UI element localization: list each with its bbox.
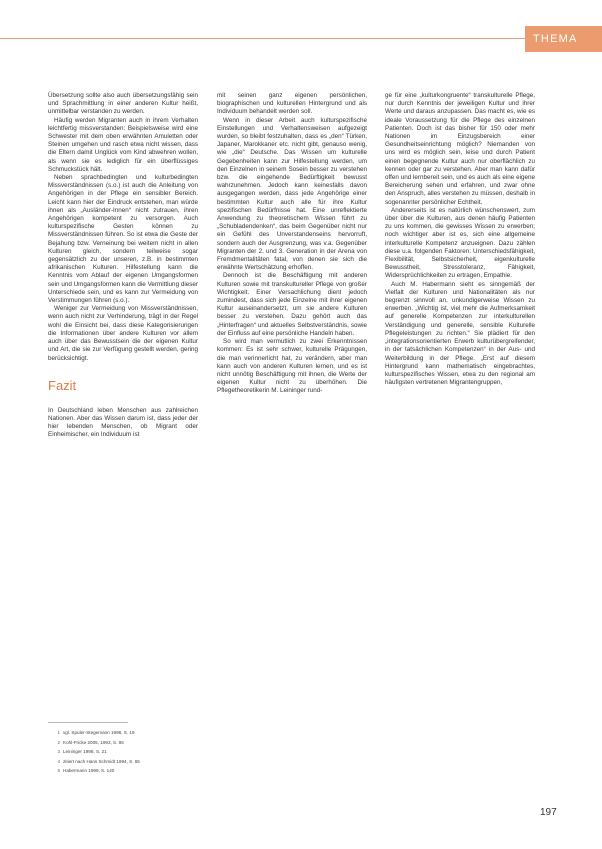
paragraph: Auch M. Habermann sieht es sinngemäß der Vielfalt der Kulturen und Nationalitäten als nur begrenzt sinnvoll an, unkundigerweise Wissen zu erwerben. „Wichtig ist, viel mehr die Aufmerksamkeit auf generelle Kompetenzen zur interkulturellen Verständigung und generelle, sensible Kulturelle Pflegeleistungen zu richten.“ Sie plädiert für den „integrationsorientierten Erwerb kulturübergreifender, in der tatsächlichen Kompetenzen“ in der Aus- und Weiterbildung in der Pflege. „Erst auf diesem Hintergrund kann mathematisch eingebrachtes, kulturspezifisches Wissen, etwa zu den regional am häufigsten vertretenen Migrantengruppen, bbox=[385, 280, 535, 387]
footnote-number: 5 bbox=[57, 768, 60, 773]
footnote-number: 4 bbox=[57, 758, 60, 764]
page-header bbox=[0, 26, 602, 52]
footnote-number: 2 bbox=[57, 739, 60, 745]
footnote bbox=[48, 728, 308, 738]
header-rule bbox=[0, 38, 525, 39]
paragraph: Häufig werden Migranten auch in ihrem Verhalten leichtfertig missverstanden: Beispielsweise wird eine Schwester mit dem oben erwähnten Amuletten oder Steinen umgehen und rasch etwa nicht wissen, dass die Eltern damit Unglück vom Kind abwehren wollen, als wenn sie es lediglich für ein überflüssiges Schmuckstück hält. bbox=[48, 116, 198, 173]
footnote-text: zitiert nach Hans Schmidt 1994, S. 65 bbox=[63, 758, 140, 764]
footnotes bbox=[48, 728, 308, 776]
paragraph: Dennoch ist die Beschäftigung mit anderen Kulturen sowie mit transkultureller Pflege von großer Wichtigkeit. Einer Versachlichung dient jedoch zumindest, dass sich jede Einzelne mit ihrer eigenen Kultur auseinandersetzt, um sie andere Kulturen besser zu verstehen. Dazu gehört auch das „Hinterfragen“ und aktuelles Selbstverständnis, sowie der Einfluss auf eine persönliche Handeln haben. bbox=[217, 272, 367, 337]
text-column-1 bbox=[48, 92, 198, 440]
footnote-number: 3 bbox=[57, 749, 60, 754]
paragraph: In Deutschland leben Menschen aus zahlreichen Nationen. Aber das Wissen darum ist, dass jeder der hier lebenden Menschen, ob Migrant oder Einheimischer, ein Individuum ist bbox=[48, 406, 198, 439]
section-badge: THEMA bbox=[525, 26, 602, 52]
footnote-rule bbox=[48, 722, 128, 723]
paragraph: Übersetzung sollte also auch übersetzungsfähig sein und Sprachmittlung in einer anderen Kultur heißt, unmittelbar verstanden zu werden. bbox=[48, 92, 198, 116]
footnote bbox=[48, 747, 308, 757]
footnote-text: Leininger 1998, S. 21 bbox=[63, 749, 107, 754]
page-number: 197 bbox=[540, 807, 557, 818]
paragraph: Weniger zur Vermeidung von Missverständnissen, wenn auch nicht zur Verhinderung, trägt in der Regel wohl die Einsicht bei, dass diese Kategorisierungen die Informationen über andere Kulturen vor allem auch über das Bewusstsein die der eigenen Kultur und Art, die sie zur Verfügung gestellt werden, gering berücksichtigt. bbox=[48, 305, 198, 362]
footnote-number: 1 bbox=[57, 730, 60, 735]
footnote bbox=[48, 738, 308, 748]
text-column-3 bbox=[385, 92, 535, 387]
footnote-text: Kohl-Fricke 2005, 1993, S. 86 bbox=[63, 739, 124, 745]
paragraph: Wenn in dieser Arbeit auch kulturspezifische Einstellungen und Verhaltensweisen aufgezeigt wurden, so bleibt festzuhalten, dass es „den“ Türken, Japaner, Marokkaner etc. nicht gibt, genauso wenig, wie „die“ Deutsche. Das Wissen um kulturelle Gegebenheiten kann zur Hilfestellung werden, um den Einzelnen in seinem Sosein besser zu verstehen bzw. die eingehende Bedürftigkeit bewusst wahrzunehmen. Jedoch kann keinesfalls davon ausgegangen werden, dass jede Angehörige einer bestimmten Kultur auch alle für ihre Kultur spezifischen Bedürfnisse hat. Eine unreflektierte Anwendung zu theoretischem Wissen führt zu „Schubladendenken“, das beim Gegenüber nicht nur ein Gefühl des Unverstandenseins hervorruft, sondern auch der Ausgrenzung, was v.a. Gegenüber Migranten der 2. und 3. Generation in der Arena von Fremdmentalitäten fatal, von denen sie sich die erwähnte Wertschätzung erhoffen. bbox=[217, 116, 367, 272]
paragraph: So wird man vermutlich zu zwei Erkenntnissen kommen: Es ist sehr schwer, kulturelle Prägungen, die man verinnerlicht hat, zu verändern, aber man kann auch von anderen Kulturen lernen, und es ist nicht unnötig Beschäftigung mit ihnen, die Werte der eigenen Kultur nicht zu überhöhen. Die Pflegetheoretikerin M. Leininger rund- bbox=[217, 338, 367, 395]
paragraph: ge für eine „kulturkongruente“ transkulturelle Pflege, nur durch Kenntnis der jeweiligen Kultur und ihrer Werte und daraus anzupassen. Das macht es, wie es ideale Voraussetzung für die Pflege des einzelnen Patienten. Doch ist das bisher für 150 oder mehr Nationen im Einzugsbereich einer Gesundheitseinrichtung möglich? Niemanden von uns wird es möglich sein, leise und durch Patient einen begegnende Kultur auch nur oberflächlich zu kennen oder gar zu verstehen. Aber man kann dafür offen und lernbereit sein, und es auch als eine eigene Bereicherung sehen und erfahren, und zwar ohne den Anspruch, alles verstehen zu müssen, deshalb in sogenannter persönlicher Echtheit. bbox=[385, 92, 535, 206]
section-heading: Fazit bbox=[48, 377, 77, 393]
footnote bbox=[48, 766, 308, 776]
text-column-2 bbox=[217, 92, 367, 396]
footnote-text: Habermann 1999, S. 140 bbox=[63, 768, 115, 773]
paragraph: mit seinen ganz eigenen persönlichen, biographischen und kulturellen Hintergrund und als Individuum behandelt werden soll. bbox=[217, 92, 367, 116]
paragraph: Andererseits ist es natürlich wünschenswert, zum über über die Kulturen, aus denen häufig Patienten zu uns kommen, die gewisses Wissen zu erwerben; noch wichtiger aber ist es, sich eine allgemeine interkulturelle Kompetenz anzueignen. Dazu zählen diese u.a. folgenden Faktoren: Unterschiedsfähigkeit, Flexibilität, Selbstsicherheit, eigenkulturelle Bewusstheit, Stresstoleranz, Fähigkeit, Widersprüchlichkeiten zu ertragen, Empathie. bbox=[385, 206, 535, 280]
footnote bbox=[48, 757, 308, 767]
footnote-text: vgl. Spuler-Stegemann 1998, S. 19 bbox=[63, 730, 135, 735]
paragraph: Neben sprachbedingten und kulturbedingten Missverständnissen (s.o.) ist auch die Anleitung von Angehörigen in der Pflege ein sensibler Bereich. Leicht kann hier der Eindruck entstehen, man würde ihnen als „Ausländer-Innen“ nicht zutrauen, ihren Angehörigen kompetent zu versorgen. Auch kulturspezifische Gesten können zu Missverständnissen führen. So ist etwa die Geste der Bejahung bzw. Verneinung bei weitem nicht in allen Kulturen gleich, sondern teilweise sogar gegensätzlich zu der unseren, z.B. in bestimmten afrikanischen Kulturen. Hilfestellung kann die Kenntnis vom Ablauf der eigenen Umgangsformen sein und Umgangsformen kann die Vermittlung dieser Unterschiede sein, und es kann zur Vermeidung von Verstimmungen führen (s.o.). bbox=[48, 174, 198, 305]
